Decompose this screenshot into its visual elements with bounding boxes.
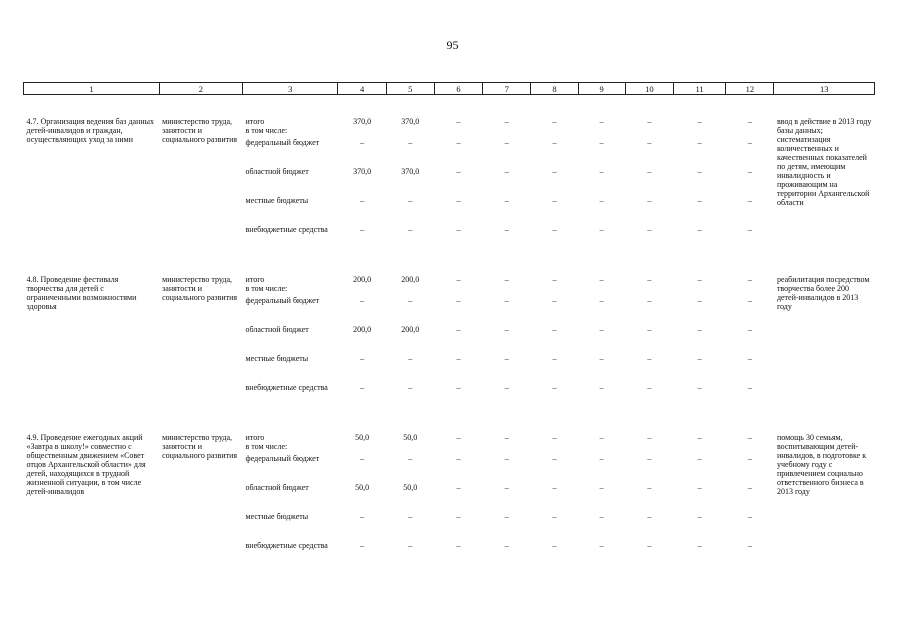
amount-cell [531, 284, 578, 296]
funding-category: итого [245, 117, 265, 126]
col-header: 10 [625, 83, 673, 95]
amount-cell: – [360, 138, 365, 147]
col-header: 8 [531, 83, 578, 95]
amount-cell: 370,0 [353, 117, 372, 126]
amount-cell: – [504, 541, 509, 550]
amount-cell [386, 126, 434, 138]
amount-cell [726, 442, 774, 454]
amount-cell [726, 126, 774, 138]
amount-cell: – [456, 117, 461, 126]
amount-cell: – [599, 296, 604, 305]
amount-cell: – [456, 275, 461, 284]
measure-name: 4.7. Организация ведения баз данных детей-инвалидов и граждан, осуществляющих уход за ними [26, 117, 155, 144]
amount-cell: – [504, 117, 509, 126]
amount-cell: – [360, 541, 365, 550]
amount-cell: – [697, 354, 702, 363]
funding-category: местные бюджеты [245, 354, 309, 363]
amount-cell: – [552, 512, 557, 521]
executor-name: министерство труда, занятости и социального развития [162, 117, 238, 144]
amount-cell [483, 126, 531, 138]
amount-cell [434, 284, 482, 296]
amount-cell: – [408, 454, 413, 463]
funding-category: областной бюджет [245, 483, 309, 492]
amount-cell: 200,0 [353, 275, 372, 284]
amount-cell: – [552, 225, 557, 234]
amount-cell: – [697, 325, 702, 334]
amount-cell: – [747, 454, 752, 463]
amount-cell [386, 442, 434, 454]
amount-cell: – [408, 541, 413, 550]
amount-cell: – [456, 454, 461, 463]
funding-category: внебюджетные средства [245, 541, 328, 550]
funding-category: областной бюджет [245, 325, 309, 334]
amount-cell: – [647, 167, 652, 176]
amount-cell [625, 284, 673, 296]
amount-cell: – [747, 354, 752, 363]
amount-cell: – [456, 354, 461, 363]
table-row [24, 253, 875, 284]
amount-cell: – [456, 138, 461, 147]
amount-cell: – [552, 138, 557, 147]
amount-cell: – [599, 512, 604, 521]
amount-cell: – [552, 196, 557, 205]
amount-cell: 370,0 [353, 167, 372, 176]
amount-cell: – [456, 296, 461, 305]
amount-cell: 50,0 [355, 483, 370, 492]
amount-cell: – [747, 483, 752, 492]
amount-cell: – [647, 483, 652, 492]
amount-cell: – [456, 196, 461, 205]
amount-cell: – [504, 454, 509, 463]
amount-cell [531, 442, 578, 454]
amount-cell: – [504, 296, 509, 305]
col-header: 6 [434, 83, 482, 95]
amount-cell: – [552, 483, 557, 492]
amount-cell: 50,0 [403, 433, 418, 442]
amount-cell: – [599, 383, 604, 392]
amount-cell: – [599, 541, 604, 550]
col-header: 7 [483, 83, 531, 95]
amount-cell: – [697, 454, 702, 463]
col-header: 13 [774, 83, 875, 95]
amount-cell: – [360, 296, 365, 305]
amount-cell: – [456, 325, 461, 334]
amount-cell: – [599, 167, 604, 176]
amount-cell: – [504, 167, 509, 176]
funding-category: областной бюджет [245, 167, 309, 176]
amount-cell: – [552, 383, 557, 392]
executor-name: министерство труда, занятости и социального развития [162, 433, 238, 460]
col-header: 9 [578, 83, 625, 95]
amount-cell [673, 442, 725, 454]
amount-cell [531, 126, 578, 138]
amount-cell: – [360, 354, 365, 363]
funding-category: федеральный бюджет [245, 454, 320, 463]
amount-cell: – [647, 433, 652, 442]
amount-cell: – [456, 512, 461, 521]
amount-cell: – [504, 354, 509, 363]
amount-cell: – [599, 483, 604, 492]
amount-cell: – [697, 117, 702, 126]
amount-cell: – [647, 196, 652, 205]
amount-cell: – [697, 167, 702, 176]
funding-category: местные бюджеты [245, 196, 309, 205]
amount-cell: – [504, 138, 509, 147]
amount-cell [434, 442, 482, 454]
col-header: 1 [24, 83, 160, 95]
table-row [24, 411, 875, 442]
amount-cell [386, 284, 434, 296]
amount-cell: – [647, 512, 652, 521]
amount-cell: – [456, 433, 461, 442]
funding-category: в том числе: [245, 126, 288, 135]
measure-name: 4.9. Проведение ежегодных акций «Завтра в школу!» совместно с общественным движением «Совет отцов Архангельской области» для детей, находящихся в трудной жизненной ситуации, в том числе детей-инвалидов [26, 433, 146, 496]
amount-cell [338, 126, 386, 138]
amount-cell: – [697, 296, 702, 305]
amount-cell: – [552, 117, 557, 126]
amount-cell: – [360, 383, 365, 392]
amount-cell: – [697, 196, 702, 205]
funding-category: итого [245, 275, 265, 284]
amount-cell: – [599, 454, 604, 463]
amount-cell: – [599, 117, 604, 126]
amount-cell: – [504, 383, 509, 392]
amount-cell: – [747, 138, 752, 147]
funding-category: местные бюджеты [245, 512, 309, 521]
amount-cell: – [647, 354, 652, 363]
amount-cell: – [747, 167, 752, 176]
amount-cell: – [504, 325, 509, 334]
amount-cell: – [647, 275, 652, 284]
amount-cell: 50,0 [403, 483, 418, 492]
amount-cell: 50,0 [355, 433, 370, 442]
funding-category: федеральный бюджет [245, 296, 320, 305]
col-header: 3 [243, 83, 338, 95]
amount-cell: – [697, 275, 702, 284]
amount-cell: – [552, 433, 557, 442]
amount-cell: – [697, 483, 702, 492]
amount-cell: – [599, 225, 604, 234]
amount-cell: – [697, 433, 702, 442]
measure-name: 4.8. Проведение фестиваля творчества для детей с ограниченными возможностями здоровья [26, 275, 137, 311]
amount-cell: – [599, 354, 604, 363]
amount-cell: – [747, 225, 752, 234]
amount-cell: – [697, 225, 702, 234]
amount-cell: – [647, 541, 652, 550]
amount-cell: – [647, 138, 652, 147]
col-header: 2 [159, 83, 242, 95]
amount-cell: – [747, 541, 752, 550]
amount-cell: – [552, 354, 557, 363]
amount-cell: – [552, 541, 557, 550]
amount-cell: – [697, 138, 702, 147]
amount-cell: – [552, 275, 557, 284]
amount-cell: 200,0 [401, 325, 420, 334]
funding-category: федеральный бюджет [245, 138, 320, 147]
amount-cell: – [408, 138, 413, 147]
funding-category: в том числе: [245, 442, 288, 451]
amount-cell: – [408, 196, 413, 205]
amount-cell: – [647, 117, 652, 126]
expected-result: реабилитация посредством творчества более 200 детей-инвалидов в 2013 году [776, 275, 870, 311]
amount-cell: – [408, 354, 413, 363]
amount-cell: – [697, 383, 702, 392]
amount-cell: – [552, 454, 557, 463]
amount-cell [578, 284, 625, 296]
amount-cell: – [504, 196, 509, 205]
amount-cell: 200,0 [401, 275, 420, 284]
amount-cell: – [747, 196, 752, 205]
amount-cell [483, 284, 531, 296]
amount-cell [625, 442, 673, 454]
amount-cell: – [504, 483, 509, 492]
amount-cell: – [360, 454, 365, 463]
amount-cell [625, 126, 673, 138]
amount-cell: – [697, 541, 702, 550]
funding-category: внебюджетные средства [245, 225, 328, 234]
program-table [23, 82, 875, 569]
expected-result: помощь 30 семьям, воспитывающим детей-инвалидов, в подготовке к учебному году с привлечением социально ответственного бизнеса в 2013 году [776, 433, 867, 496]
amount-cell: – [552, 325, 557, 334]
amount-cell: – [747, 433, 752, 442]
amount-cell: – [647, 296, 652, 305]
amount-cell: – [647, 225, 652, 234]
col-header: 4 [338, 83, 386, 95]
amount-cell: – [647, 383, 652, 392]
page-number: 95 [446, 38, 459, 52]
amount-cell: – [408, 383, 413, 392]
amount-cell [726, 284, 774, 296]
amount-cell: – [747, 383, 752, 392]
amount-cell: – [552, 167, 557, 176]
col-header: 12 [726, 83, 774, 95]
amount-cell: – [456, 541, 461, 550]
amount-cell: – [360, 225, 365, 234]
amount-cell: – [456, 483, 461, 492]
amount-cell: – [599, 138, 604, 147]
amount-cell: – [504, 275, 509, 284]
header-row [24, 83, 875, 95]
amount-cell [338, 284, 386, 296]
funding-category: внебюджетные средства [245, 383, 328, 392]
amount-cell: – [747, 512, 752, 521]
amount-cell: 370,0 [401, 167, 420, 176]
amount-cell [578, 442, 625, 454]
amount-cell: – [647, 454, 652, 463]
amount-cell: – [504, 433, 509, 442]
funding-category: в том числе: [245, 284, 288, 293]
amount-cell: – [456, 167, 461, 176]
amount-cell: 370,0 [401, 117, 420, 126]
amount-cell [483, 442, 531, 454]
amount-cell: – [747, 275, 752, 284]
amount-cell [434, 126, 482, 138]
amount-cell: – [599, 275, 604, 284]
amount-cell: – [747, 296, 752, 305]
amount-cell: – [647, 325, 652, 334]
amount-cell: – [747, 325, 752, 334]
amount-cell: – [504, 512, 509, 521]
amount-cell: – [747, 117, 752, 126]
amount-cell: – [408, 296, 413, 305]
amount-cell [673, 126, 725, 138]
amount-cell: – [456, 383, 461, 392]
executor-name: министерство труда, занятости и социального развития [162, 275, 238, 302]
amount-cell: – [599, 433, 604, 442]
amount-cell: – [408, 512, 413, 521]
amount-cell: – [599, 196, 604, 205]
expected-result: ввод в действие в 2013 году базы данных; систематизация количественных и качественных показателей по детям, имеющим инвалидность и проживающим на территории Архангельской области [776, 117, 872, 207]
amount-cell: 200,0 [353, 325, 372, 334]
col-header: 5 [386, 83, 434, 95]
funding-category: итого [245, 433, 265, 442]
amount-cell [338, 442, 386, 454]
amount-cell [578, 126, 625, 138]
amount-cell: – [697, 512, 702, 521]
amount-cell [673, 284, 725, 296]
table-row [24, 95, 875, 127]
amount-cell: – [360, 512, 365, 521]
col-header: 11 [673, 83, 725, 95]
amount-cell: – [504, 225, 509, 234]
amount-cell: – [456, 225, 461, 234]
amount-cell: – [552, 296, 557, 305]
amount-cell: – [599, 325, 604, 334]
amount-cell: – [360, 196, 365, 205]
amount-cell: – [408, 225, 413, 234]
